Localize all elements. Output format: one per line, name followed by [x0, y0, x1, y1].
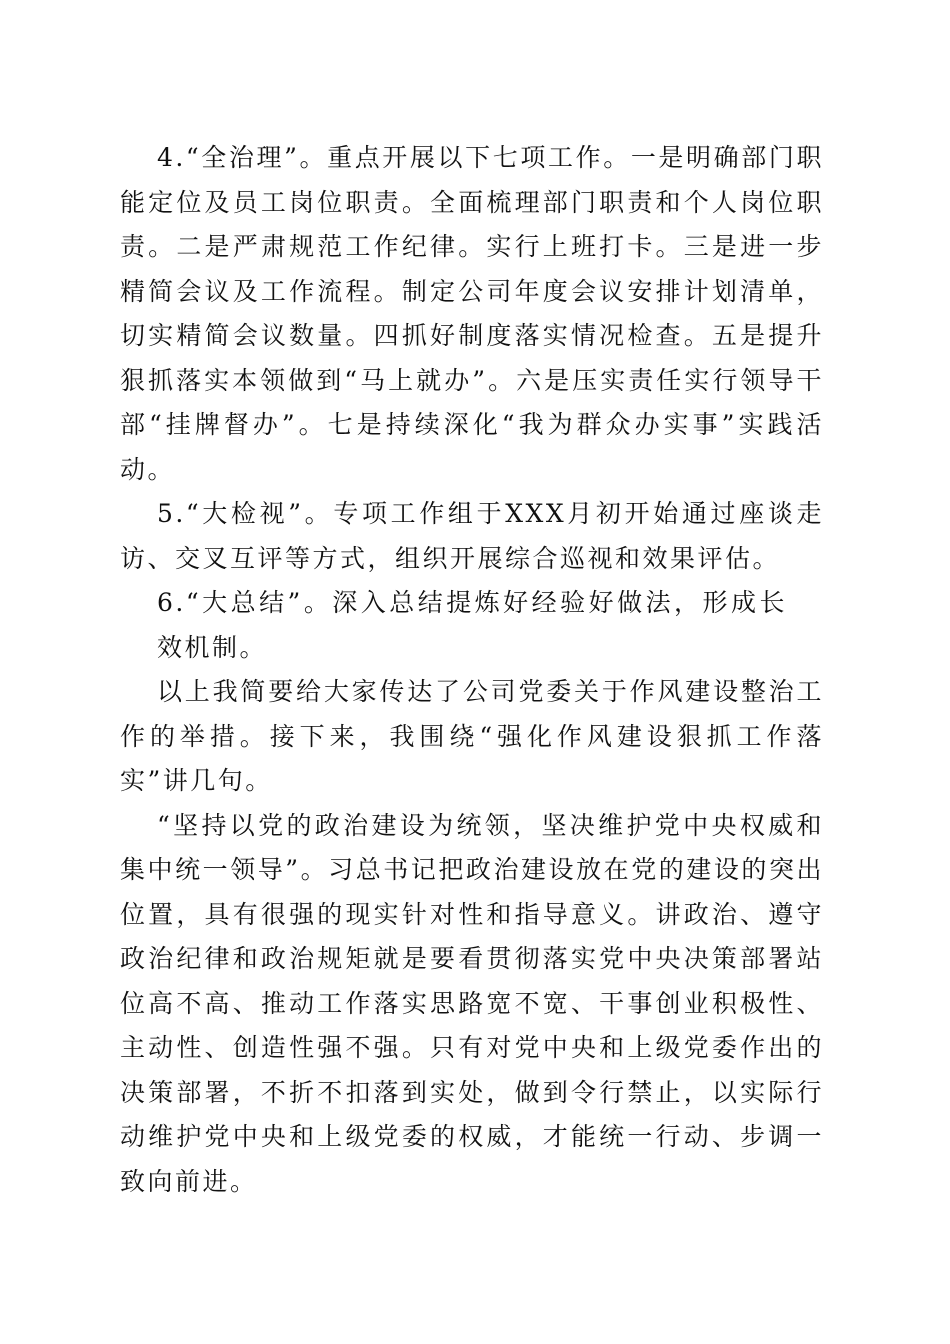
paragraph-summary-intro: 以上我简要给大家传达了公司党委关于作风建设整治工作的举措。接下来，我围绕“强化作风建设狠抓工作落实”讲几句。: [120, 677, 824, 795]
paragraph-da-jianshi: 5.“大检视”。专项工作组于XXX月初开始通过座谈走访、交叉互评等方式，组织开展综合巡视和效果评估。: [120, 499, 824, 573]
document-body: [120, 136, 824, 1204]
paragraph-quan-zhili: 4.“全治理”。重点开展以下七项工作。一是明确部门职能定位及员工岗位职责。全面梳理部门职责和个人岗位职责。二是严肃规范工作纪律。实行上班打卡。三是进一步精简会议及工作流程。制定公司年度会议安排计划清单，切实精简会议数量。四抓好制度落实情况检查。五是提升狠抓落实本领做到“马上就办”。六是压实责任实行领导干部“挂牌督办”。七是持续深化“我为群众办实事”实践活动。: [120, 143, 825, 484]
paragraph-political-building: “坚持以党的政治建设为统领，坚决维护党中央权威和集中统一领导”。习总书记把政治建设放在党的建设的突出位置，具有很强的现实针对性和指导意义。讲政治、遵守政治纪律和政治规矩就是要看贯彻落实党中央决策部署站位高不高、推动工作落实思路宽不宽、干事创业积极性、主动性、创造性强不强。只有对党中央和上级党委作出的决策部署，不折不扣落到实处，做到令行禁止，以实际行动维护党中央和上级党委的权威，才能统一行动、步调一致向前进。: [120, 810, 824, 1196]
paragraph-da-zongjie: 6.“大总结”。深入总结提炼好经验好做法，形成长效机制。: [157, 588, 787, 662]
